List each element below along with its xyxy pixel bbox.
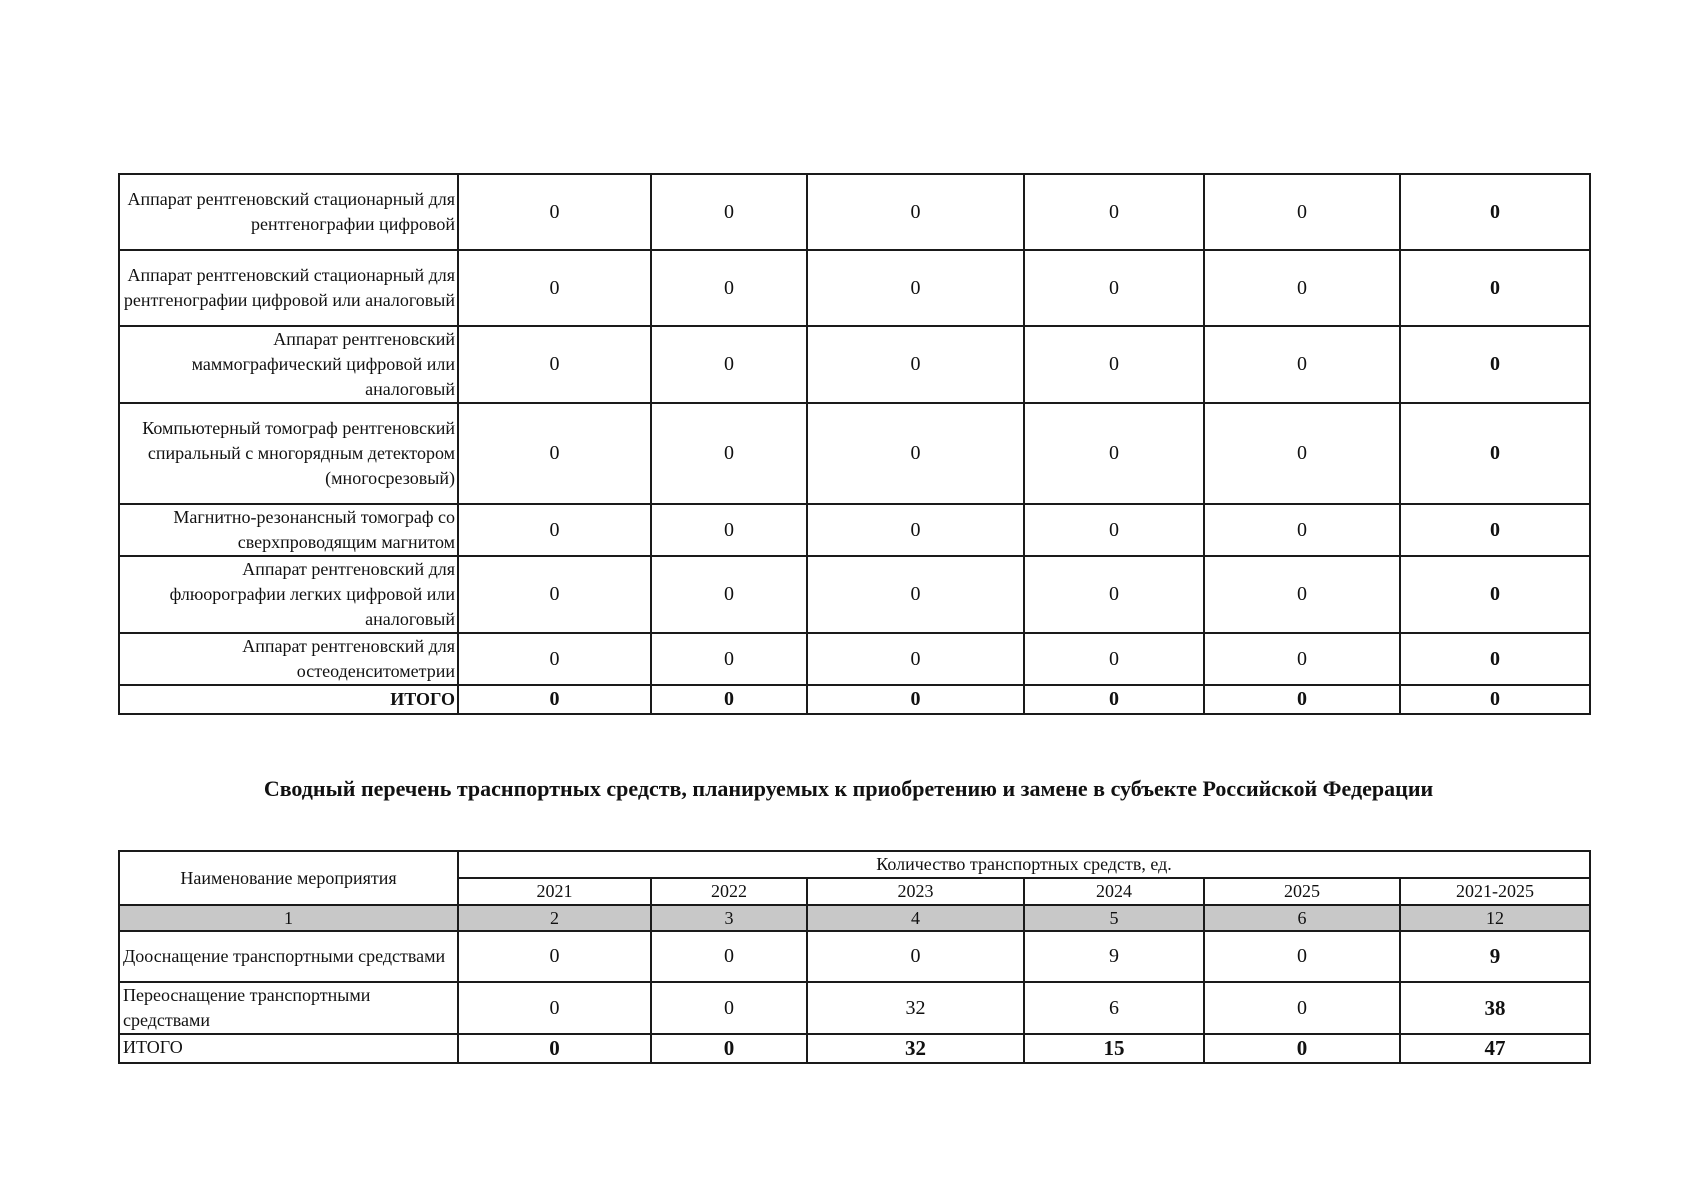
total-cell: 0: [1400, 403, 1590, 504]
column-number: 1: [119, 905, 458, 931]
total-value-cell: 0: [651, 1034, 807, 1063]
total-cell: 38: [1400, 982, 1590, 1034]
value-cell: 0: [651, 174, 807, 250]
total-value-cell: 0: [807, 685, 1024, 714]
table-row: [119, 403, 1590, 504]
value-cell: 0: [1024, 326, 1204, 403]
value-cell: 6: [1024, 982, 1204, 1034]
total-value-cell: 15: [1024, 1034, 1204, 1063]
value-cell: 0: [458, 174, 651, 250]
value-cell: 0: [807, 633, 1024, 685]
value-cell: 0: [651, 326, 807, 403]
total-value-cell: 0: [458, 685, 651, 714]
table-row: [119, 633, 1590, 685]
value-cell: 0: [1204, 556, 1400, 633]
total-cell: 0: [1400, 250, 1590, 326]
table-row: [119, 556, 1590, 633]
year-header: 2022: [651, 878, 807, 905]
value-cell: 0: [807, 326, 1024, 403]
transport-table: [118, 850, 1591, 1064]
total-cell: 9: [1400, 931, 1590, 982]
value-cell: 0: [458, 403, 651, 504]
value-cell: 0: [1204, 250, 1400, 326]
section-title: Сводный перечень траснпортных средств, планируемых к приобретению и замене в субъекте Российской Федерации: [263, 776, 1434, 801]
total-value-cell: 0: [1204, 685, 1400, 714]
value-cell: 0: [458, 982, 651, 1034]
value-cell: 0: [1024, 633, 1204, 685]
table-row: [119, 326, 1590, 403]
column-number: 4: [807, 905, 1024, 931]
equipment-name: Аппарат рентгеновский для остеоденситометрии: [119, 633, 458, 685]
value-cell: 0: [1024, 504, 1204, 556]
total-value-cell: 0: [1024, 685, 1204, 714]
value-cell: 0: [458, 504, 651, 556]
value-cell: 0: [1204, 931, 1400, 982]
total-cell: 0: [1400, 326, 1590, 403]
grand-total-cell: 0: [1400, 685, 1590, 714]
column-number: 6: [1204, 905, 1400, 931]
value-cell: 0: [458, 931, 651, 982]
value-cell: 0: [458, 250, 651, 326]
total-row: [119, 1034, 1590, 1063]
equipment-name: Магнитно-резонансный томограф со сверхпроводящим магнитом: [119, 504, 458, 556]
value-cell: 0: [651, 982, 807, 1034]
year-header: 2024: [1024, 878, 1204, 905]
total-cell: 0: [1400, 504, 1590, 556]
value-cell: 0: [1204, 403, 1400, 504]
value-cell: 0: [1024, 556, 1204, 633]
total-cell: 0: [1400, 633, 1590, 685]
value-cell: 0: [1024, 174, 1204, 250]
value-cell: 0: [1204, 504, 1400, 556]
value-cell: 0: [807, 556, 1024, 633]
column-number: 5: [1024, 905, 1204, 931]
column-number: 3: [651, 905, 807, 931]
measure-name: Переоснащение транспортными средствами: [119, 982, 458, 1034]
value-cell: 0: [651, 931, 807, 982]
value-cell: 0: [651, 250, 807, 326]
value-cell: 0: [1204, 326, 1400, 403]
table-row: [119, 982, 1590, 1034]
equipment-name: Аппарат рентгеновский стационарный для рентгенографии цифровой или аналоговый: [119, 250, 458, 326]
total-value-cell: 0: [651, 685, 807, 714]
total-cell: 0: [1400, 174, 1590, 250]
header-group: Количество транспортных средств, ед.: [458, 851, 1590, 878]
equipment-name: Аппарат рентгеновский маммографический цифровой или аналоговый: [119, 326, 458, 403]
value-cell: 0: [458, 633, 651, 685]
year-header: 2025: [1204, 878, 1400, 905]
table-row: [119, 174, 1590, 250]
grand-total-cell: 47: [1400, 1034, 1590, 1063]
value-cell: 0: [651, 633, 807, 685]
column-number: 12: [1400, 905, 1590, 931]
value-cell: 0: [458, 326, 651, 403]
value-cell: 0: [651, 556, 807, 633]
total-label: ИТОГО: [119, 685, 458, 714]
total-value-cell: 32: [807, 1034, 1024, 1063]
year-header: 2021-2025: [1400, 878, 1590, 905]
value-cell: 0: [651, 403, 807, 504]
table-row: [119, 250, 1590, 326]
column-number: 2: [458, 905, 651, 931]
column-number-row: [119, 905, 1590, 931]
value-cell: 9: [1024, 931, 1204, 982]
value-cell: 0: [651, 504, 807, 556]
total-cell: 0: [1400, 556, 1590, 633]
value-cell: 0: [807, 931, 1024, 982]
total-label: ИТОГО: [119, 1034, 458, 1063]
total-value-cell: 0: [458, 1034, 651, 1063]
value-cell: 0: [807, 250, 1024, 326]
equipment-table: [118, 173, 1591, 715]
table-row: [119, 931, 1590, 982]
equipment-name: Аппарат рентгеновский стационарный для рентгенографии цифровой: [119, 174, 458, 250]
measure-name: Дооснащение транспортными средствами: [119, 931, 458, 982]
year-header: 2021: [458, 878, 651, 905]
total-value-cell: 0: [1204, 1034, 1400, 1063]
value-cell: 0: [1024, 250, 1204, 326]
value-cell: 32: [807, 982, 1024, 1034]
value-cell: 0: [807, 504, 1024, 556]
equipment-name: Аппарат рентгеновский для флюорографии легких цифровой или аналоговый: [119, 556, 458, 633]
value-cell: 0: [1204, 174, 1400, 250]
value-cell: 0: [1024, 403, 1204, 504]
value-cell: 0: [807, 174, 1024, 250]
header-name: Наименование мероприятия: [119, 851, 458, 905]
equipment-name: Компьютерный томограф рентгеновский спиральный с многорядным детектором (многосрезовый): [119, 403, 458, 504]
header-row: [119, 851, 1590, 878]
value-cell: 0: [458, 556, 651, 633]
value-cell: 0: [1204, 633, 1400, 685]
value-cell: 0: [807, 403, 1024, 504]
total-row: [119, 685, 1590, 714]
table-row: [119, 504, 1590, 556]
year-header: 2023: [807, 878, 1024, 905]
value-cell: 0: [1204, 982, 1400, 1034]
